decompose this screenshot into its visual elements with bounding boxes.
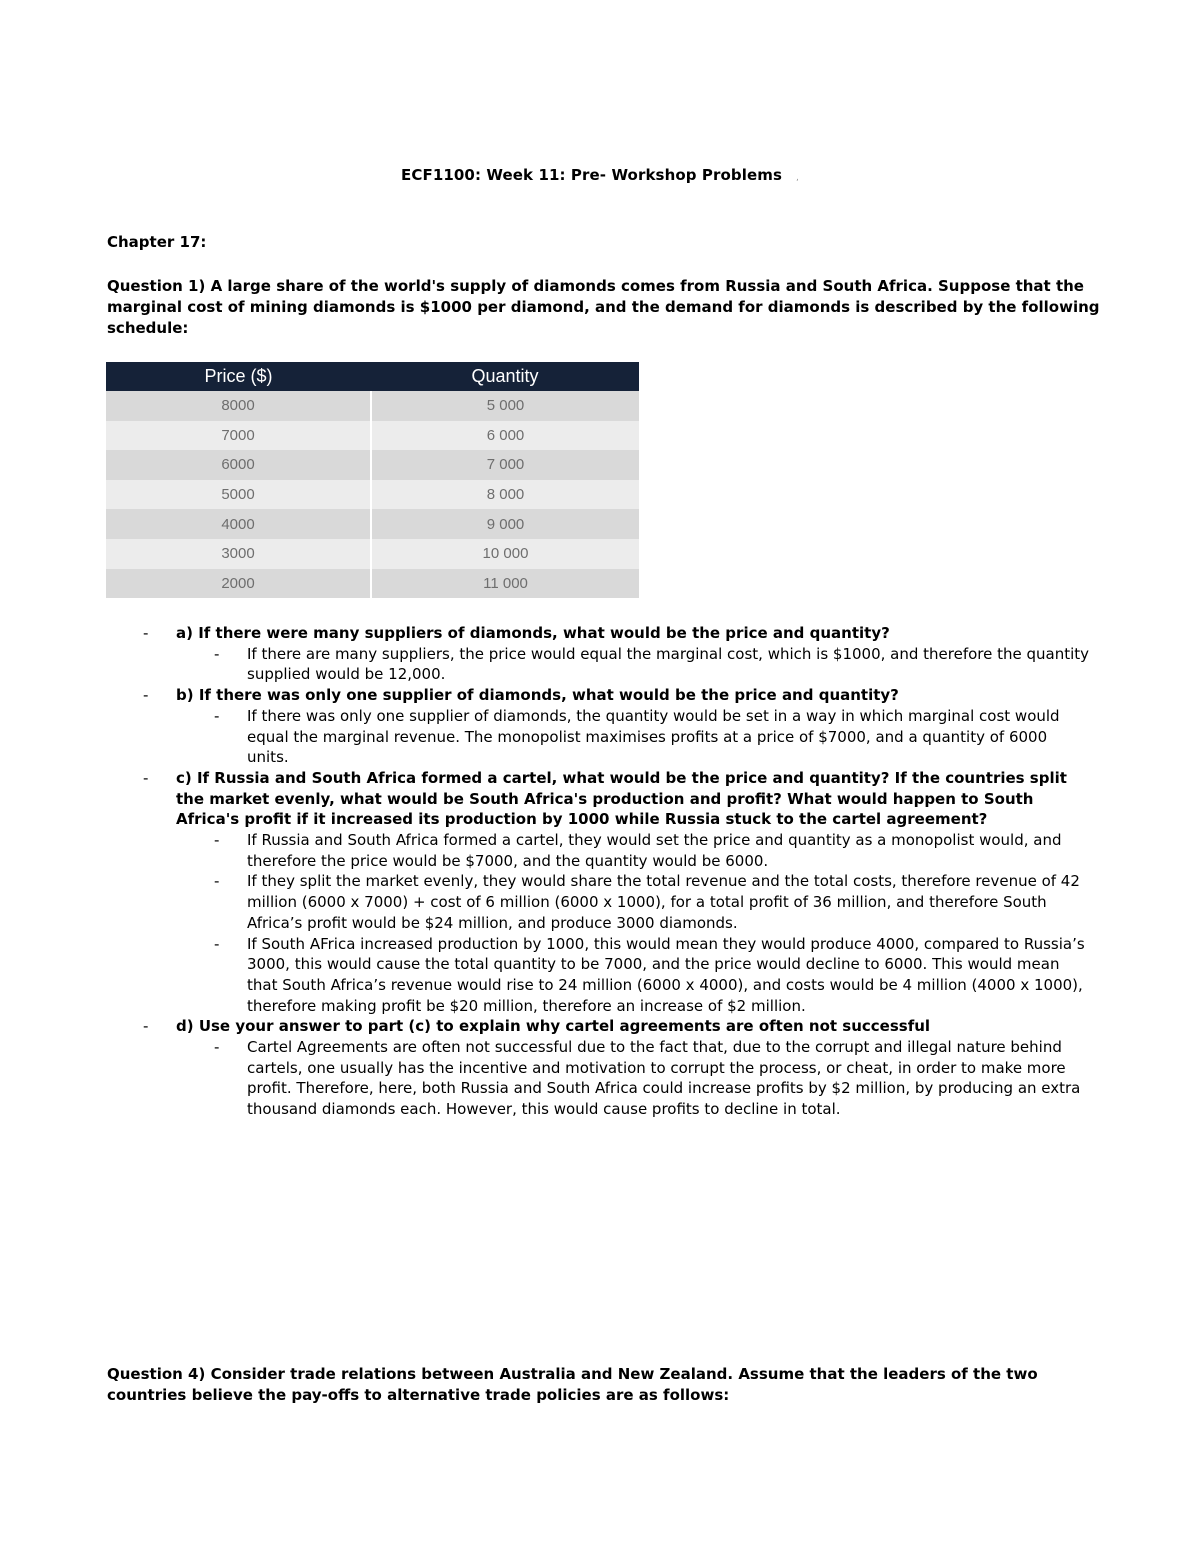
price-cell: 7000 bbox=[106, 421, 371, 451]
chapter-heading: Chapter 17: bbox=[107, 233, 207, 251]
answer-text: If South AFrica increased production by 1000, this would mean they would produce 4000, compared to Russia’s 3000, this would cause the total quantity to be 7000, and the price would decline to 6000. This would mean that South Africa’s revenue would rise to 24 million (6000 x 4000), and costs would be 4 million (4000 x 1000), therefore making profit be $20 million, therefore an increase of $2 million. bbox=[247, 934, 1085, 1015]
price-cell: 5000 bbox=[106, 480, 371, 510]
column-header-quantity: Quantity bbox=[371, 362, 639, 391]
price-cell: 2000 bbox=[106, 569, 371, 599]
question-1-text: Question 1) A large share of the world's supply of diamonds comes from Russia and South Africa. Suppose that the marginal cost of mining diamonds is $1000 per diamond, and the demand for diamonds is described by the following schedule: bbox=[107, 277, 1100, 337]
table-row bbox=[106, 421, 639, 451]
list-dash: - bbox=[214, 1038, 220, 1057]
quantity-cell: 6 000 bbox=[371, 421, 639, 451]
price-cell: 3000 bbox=[106, 539, 371, 569]
part-d-answer bbox=[0, 1037, 1093, 1120]
list-dash: - bbox=[214, 831, 220, 850]
part-c-answer-3 bbox=[0, 934, 1093, 1017]
list-dash: - bbox=[214, 706, 220, 725]
list-dash: - bbox=[214, 934, 220, 953]
price-cell: 6000 bbox=[106, 450, 371, 480]
demand-schedule-table bbox=[106, 362, 639, 598]
part-b-question: b) If there was only one supplier of diamonds, what would be the price and quantity? bbox=[176, 686, 899, 705]
column-header-price: Price ($) bbox=[106, 362, 371, 391]
answer-text: If there was only one supplier of diamonds, the quantity would be set in a way in which marginal cost would equal the marginal revenue. The monopolist maximises profits at a price of $7000, and a quantity of 6000 units. bbox=[247, 706, 1060, 767]
quantity-cell: 8 000 bbox=[371, 480, 639, 510]
part-c-answer-2 bbox=[0, 871, 1093, 933]
table-row bbox=[106, 480, 639, 510]
part-a-question: a) If there were many suppliers of diamonds, what would be the price and quantity? bbox=[176, 624, 890, 642]
quantity-cell: 7 000 bbox=[371, 450, 639, 480]
quantity-cell: 9 000 bbox=[371, 509, 639, 539]
table-row bbox=[106, 450, 639, 480]
page-title bbox=[0, 166, 1200, 184]
list-dash: - bbox=[214, 872, 220, 891]
question-4-text: Question 4) Consider trade relations between Australia and New Zealand. Assume that the leaders of the two countries believe the pay-offs to alternative trade policies are as follows: bbox=[107, 1365, 1038, 1404]
answer-text: If there are many suppliers, the price would equal the marginal cost, which is $1000, and therefore the quantity supplied would be 12,000. bbox=[247, 644, 1090, 684]
part-c-answer-1 bbox=[0, 830, 1093, 871]
title-text: ECF1100: Week 11: Pre- Workshop Problems bbox=[401, 166, 783, 184]
quantity-cell: 10 000 bbox=[371, 539, 639, 569]
title-mark: , bbox=[796, 173, 799, 183]
part-a bbox=[0, 623, 1091, 644]
list-dash: - bbox=[143, 624, 149, 642]
list-dash: - bbox=[143, 1017, 149, 1036]
table-row bbox=[106, 391, 639, 421]
answers-list bbox=[0, 623, 1200, 1120]
answer-text: If Russia and South Africa formed a cartel, they would set the price and quantity as a monopolist would, and therefore the price would be $7000, and the quantity would be 6000. bbox=[247, 831, 1062, 870]
table-row bbox=[106, 539, 639, 569]
table-row bbox=[106, 569, 639, 599]
list-dash: - bbox=[214, 644, 220, 663]
part-b-answer bbox=[0, 706, 1093, 768]
table-row bbox=[106, 509, 639, 539]
list-dash: - bbox=[143, 686, 149, 705]
part-c bbox=[0, 768, 1091, 830]
part-d bbox=[0, 1016, 1091, 1037]
part-c-question: c) If Russia and South Africa formed a cartel, what would be the price and quantity? If the countries split the market evenly, what would be South Africa's production and profit? What would happen to South Africa's profit if it increased its production by 1000 while Russia stuck to the cartel agreement? bbox=[176, 768, 1067, 829]
list-dash: - bbox=[143, 768, 149, 787]
quantity-cell: 11 000 bbox=[371, 569, 639, 599]
part-a-answer bbox=[0, 644, 1093, 685]
table-header-row bbox=[106, 362, 639, 391]
price-cell: 4000 bbox=[106, 509, 371, 539]
price-cell: 8000 bbox=[106, 391, 371, 421]
answer-text: If they split the market evenly, they would share the total revenue and the total costs, therefore revenue of 42 million (6000 x 7000) + cost of 6 million (6000 x 1000), for a total profit of 36 million, and therefore South Africa’s profit would be $24 million, and produce 3000 diamonds. bbox=[247, 872, 1080, 932]
part-d-question: d) Use your answer to part (c) to explain why cartel agreements are often not successful bbox=[176, 1017, 931, 1036]
part-b bbox=[0, 685, 1091, 706]
answer-text: Cartel Agreements are often not successful due to the fact that, due to the corrupt and illegal nature behind cartels, one usually has the incentive and motivation to corrupt the process, or cheat, in order to make more profit. Therefore, here, both Russia and South Africa could increase profits by $2 million, by producing an extra thousand diamonds each. However, this would cause profits to decline in total. bbox=[247, 1038, 1081, 1119]
quantity-cell: 5 000 bbox=[371, 391, 639, 421]
